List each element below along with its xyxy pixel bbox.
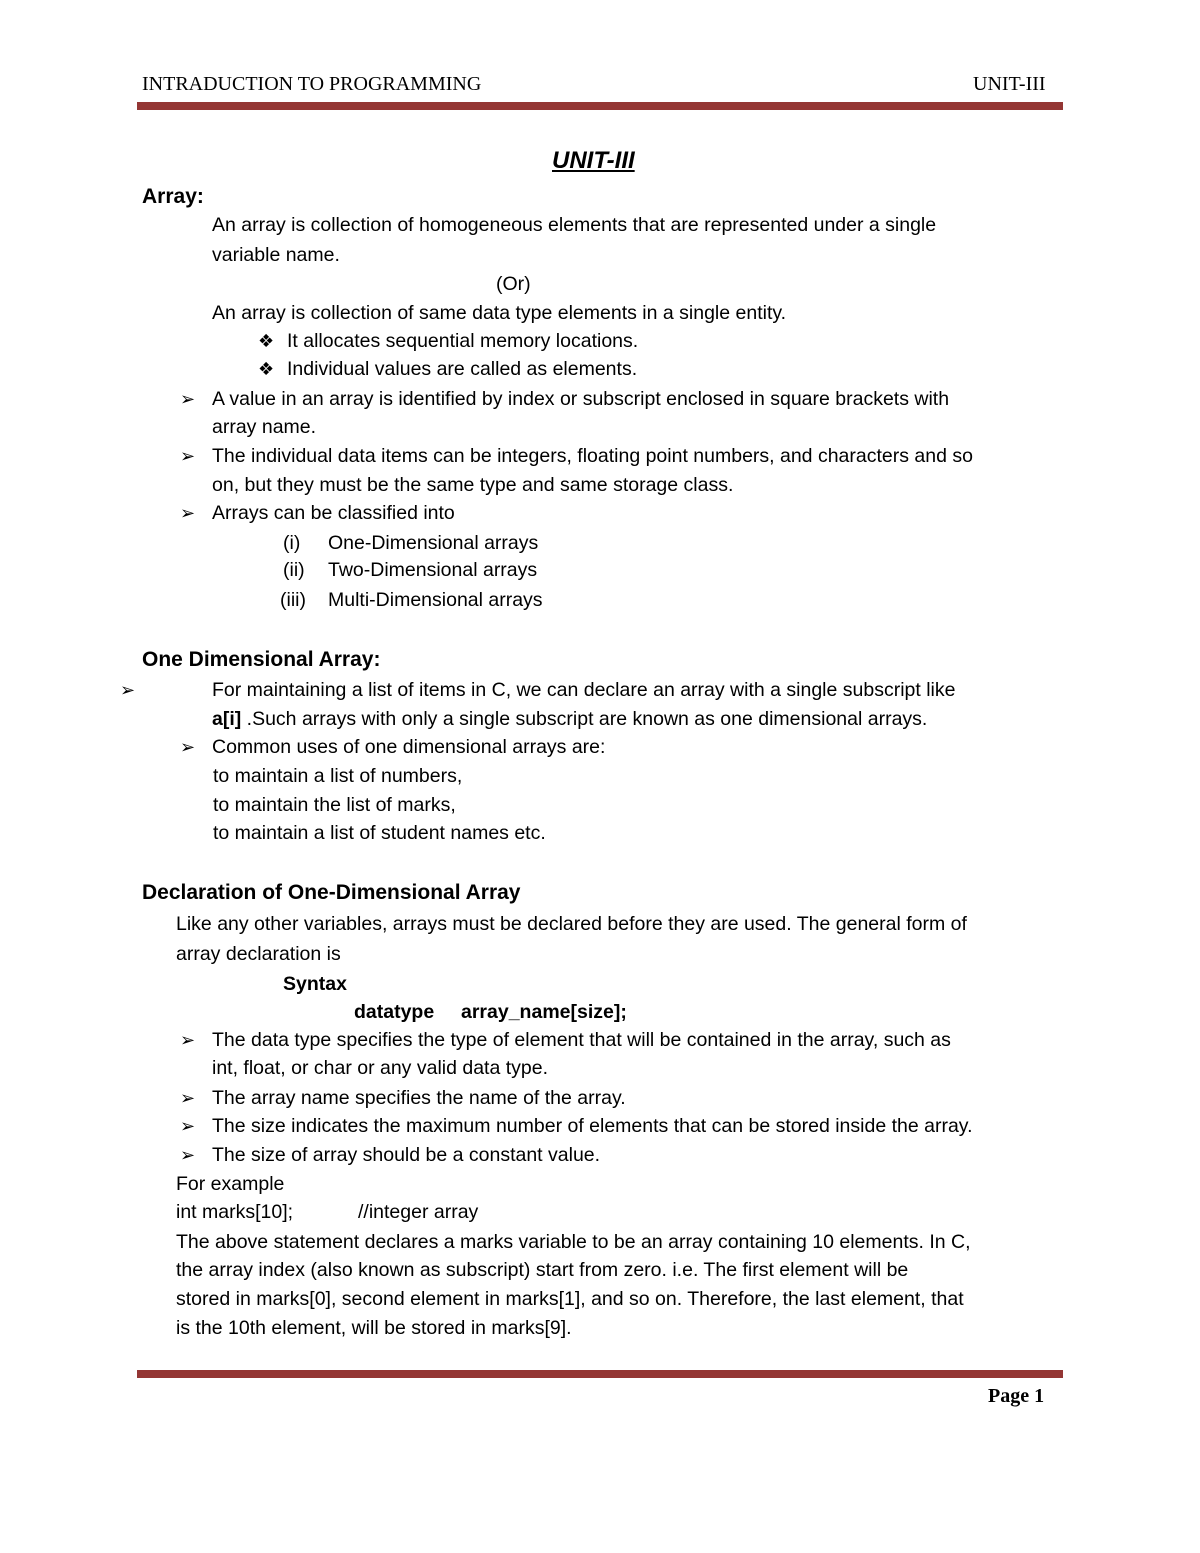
syntax-datatype: datatype <box>354 1001 435 1023</box>
list-item: Two-Dimensional arrays <box>328 559 538 581</box>
paragraph-line: The above statement declares a marks variable to be an array containing 10 elements. In C, <box>176 1231 971 1253</box>
list-item: One-Dimensional arrays <box>328 532 539 554</box>
header-title: INTRADUCTION TO PROGRAMMING <box>142 73 482 95</box>
bullet-text-rest: .Such arrays with only a single subscript are known as one dimensional arrays. <box>241 708 928 730</box>
bullet-text: For maintaining a list of items in C, we can declare an array with a single subscript like <box>212 679 956 701</box>
paragraph-line: is the 10th element, will be stored in marks[9]. <box>176 1317 572 1339</box>
arrow-bullet-icon: ➢ <box>180 1116 196 1136</box>
bullet-text: The data type specifies the type of element that will be contained in the array, such as <box>212 1029 951 1051</box>
code-inline: a[i] <box>212 708 242 730</box>
use-item: to maintain a list of student names etc. <box>213 822 546 844</box>
array-heading: Array: <box>142 185 204 208</box>
declaration-heading: Declaration of One-Dimensional Array <box>142 881 521 904</box>
bullet-text: The array name specifies the name of the array. <box>212 1087 626 1109</box>
syntax-array-name: array_name[size]; <box>461 1001 627 1023</box>
paragraph-line: stored in marks[0], second element in marks[1], and so on. Therefore, the last element, that <box>176 1288 964 1310</box>
arrow-bullet-icon: ➢ <box>180 737 196 757</box>
or-separator: (Or) <box>496 273 531 295</box>
footer-rule <box>137 1370 1063 1378</box>
example-comment: //integer array <box>358 1201 479 1223</box>
arrow-bullet-icon: ➢ <box>120 680 136 700</box>
arrow-bullet-icon: ➢ <box>180 1088 196 1108</box>
header-rule <box>137 102 1063 110</box>
paragraph-line: the array index (also known as subscript) start from zero. i.e. The first element will be <box>176 1259 909 1281</box>
declaration-intro: Like any other variables, arrays must be declared before they are used. The general form of <box>176 913 967 935</box>
use-item: to maintain the list of marks, <box>213 794 456 816</box>
page-number: Page 1 <box>988 1385 1045 1407</box>
arrow-bullet-icon: ➢ <box>180 1030 196 1050</box>
arrow-bullet-icon: ➢ <box>180 503 196 523</box>
one-dim-heading: One Dimensional Array: <box>142 648 381 671</box>
bullet-text: int, float, or char or any valid data type. <box>212 1057 549 1079</box>
bullet-text: on, but they must be the same type and same storage class. <box>212 474 734 496</box>
use-item: to maintain a list of numbers, <box>213 765 463 787</box>
list-item: Multi-Dimensional arrays <box>328 589 543 611</box>
diamond-bullet-icon: ❖ <box>258 359 275 379</box>
list-number: (ii) <box>283 559 305 581</box>
list-number: (i) <box>283 532 301 554</box>
bullet-text: Arrays can be classified into <box>212 502 455 524</box>
header-unit: UNIT-III <box>973 73 1046 95</box>
array-definition-alt: An array is collection of same data type elements in a single entity. <box>212 302 787 324</box>
arrow-bullet-icon: ➢ <box>180 1145 196 1165</box>
diamond-bullet-icon: ❖ <box>258 331 275 351</box>
array-definition-line-1: An array is collection of homogeneous elements that are represented under a single <box>212 214 937 236</box>
bullet-text <box>212 707 927 731</box>
bullet-text: The size indicates the maximum number of elements that can be stored inside the array. <box>212 1115 973 1137</box>
bullet-text: array name. <box>212 416 317 438</box>
array-definition-line-2: variable name. <box>212 244 340 266</box>
page-title: UNIT-III <box>552 147 635 174</box>
bullet-text: The individual data items can be integers, floating point numbers, and characters and so <box>212 445 973 467</box>
syntax-label: Syntax <box>283 973 347 995</box>
declaration-intro: array declaration is <box>176 943 341 965</box>
example-code: int marks[10]; <box>176 1201 294 1223</box>
bullet-text: A value in an array is identified by index or subscript enclosed in square brackets with <box>212 388 950 410</box>
diamond-item: It allocates sequential memory locations. <box>287 330 639 352</box>
bullet-text: The size of array should be a constant value. <box>212 1144 601 1166</box>
example-label: For example <box>176 1173 285 1195</box>
arrow-bullet-icon: ➢ <box>180 389 196 409</box>
bullet-text: Common uses of one dimensional arrays are: <box>212 736 606 758</box>
diamond-item: Individual values are called as elements. <box>287 358 638 380</box>
list-number: (iii) <box>280 589 306 611</box>
arrow-bullet-icon: ➢ <box>180 446 196 466</box>
